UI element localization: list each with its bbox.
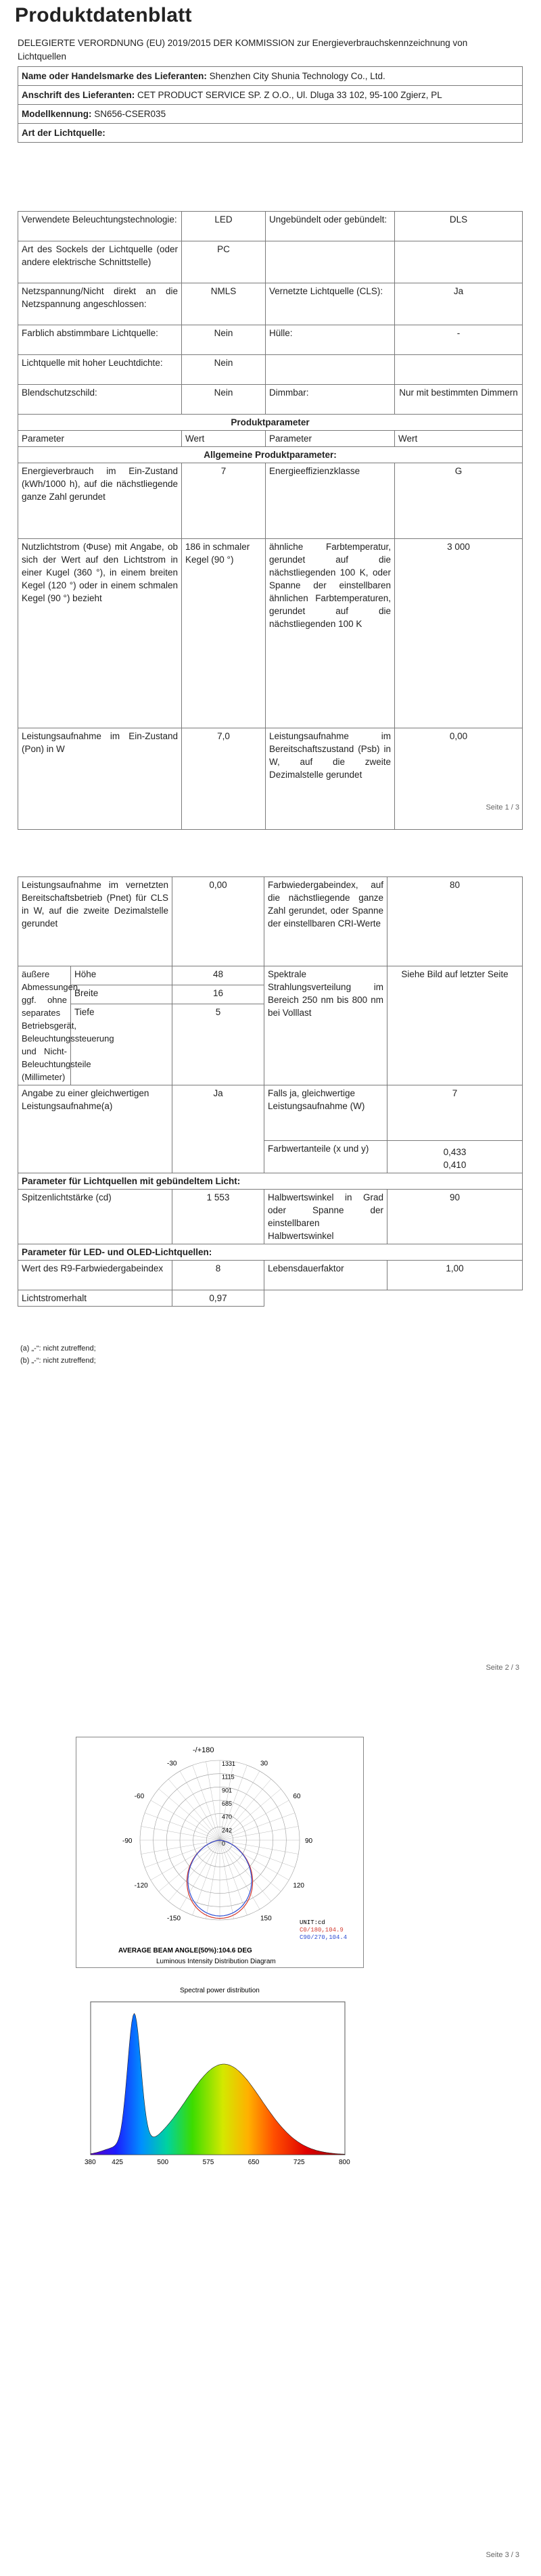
table-row: Breite 16 (18, 985, 523, 1004)
page-number: Seite 2 / 3 (486, 1664, 519, 1672)
page-3 (0, 1711, 541, 2576)
table-row: Wert des R9-Farbwiedergabeindex 8 Lebensdauerfaktor 1,00 (18, 1261, 523, 1290)
gebuendelt-header: Parameter für Lichtquellen mit gebündeltem Licht: (18, 1173, 523, 1190)
page-1 (0, 0, 541, 852)
grid-spoke (145, 1813, 220, 1840)
produktparameter-header: Produktparameter (18, 415, 523, 431)
spectrum-tick-label: 500 (157, 2159, 169, 2166)
address-row: Anschrift des Lieferanten: CET PRODUCT SERVICE SP. Z O.O., Ul. Dluga 33 102, 95-100 Zgierz, PL (18, 86, 523, 105)
spectrum-tick-label: 725 (293, 2159, 305, 2166)
footnote-b: (b) „-“: nicht zutreffend; (20, 1357, 96, 1365)
product-parameters-table (18, 211, 523, 830)
radial-value-label: 0 (222, 1840, 226, 1847)
table-row: Lichtquelle mit hoher Leuchtdichte: Nein (18, 355, 523, 385)
top-angle-label: -/+180 (193, 1746, 214, 1754)
table-row: Spitzenlichtstärke (cd) 1 553 Halbwertswinkel in Grad oder Spanne der einstellbaren Halbwertswinkel 90 (18, 1190, 523, 1244)
table-row: äußere Abmessungen, ggf. ohne separates Betriebsgerät, Beleuchtungssteuerung und Nicht-Beleuchtungsteile (Millimeter) Höhe 48 Spektrale Strahlungsverteilung im Bereich 250 nm bis 800 nm bei Volllast Siehe Bild auf letzter Seite (18, 966, 523, 985)
table-row (18, 1173, 523, 1190)
led-header: Parameter für LED- und OLED-Lichtquellen: (18, 1244, 523, 1261)
spectrum-svg (76, 1986, 364, 2182)
table-row: Art des Sockels der Lichtquelle (oder andere elektrische Schnittstelle) PC (18, 241, 523, 283)
spectrum-tick-label: 575 (202, 2159, 214, 2166)
legend-c0: C0/180,104.9 (300, 1927, 344, 1934)
angle-label-left: -120 (134, 1882, 148, 1890)
table-row: Angabe zu einer gleichwertigen Leistungsaufnahme(a) Ja Falls ja, gleichwertige Leistungsaufnahme (W) 7 (18, 1085, 523, 1141)
spectrum-ticks (85, 2159, 350, 2166)
table-row: Energieverbrauch im Ein-Zustand (kWh/1000 h), auf die nächstliegende ganze Zahl gerundet 7 Energieeffizienzklasse G (18, 463, 523, 539)
table-row (18, 415, 523, 431)
manufacturer-row: Name oder Handelsmarke des Lieferanten: Shenzhen City Shunia Technology Co., Ltd. (18, 67, 523, 86)
spectrum-title: Spectral power distribution (180, 1987, 260, 1994)
table-row: Parameter Wert Parameter Wert (18, 431, 523, 447)
supplier-table (18, 66, 523, 143)
equivalent-label: Angabe zu einer gleichwertigen Leistungsaufnahme(a) (18, 1085, 172, 1173)
radial-value-label: 901 (222, 1787, 233, 1794)
polar-diagram-svg (76, 1737, 364, 1969)
angle-label-right: 30 (260, 1760, 268, 1768)
page-number: Seite 1 / 3 (486, 803, 519, 812)
table-row: Verwendete Beleuchtungstechnologie: LED Ungebündelt oder gebündelt: DLS (18, 212, 523, 241)
luminous-intensity-diagram (76, 1737, 364, 1968)
radial-value-label: 470 (222, 1813, 233, 1821)
model-row: Modellkennung: SN656-CSER035 (18, 105, 523, 124)
radial-value-label: 242 (222, 1827, 233, 1834)
radial-value-label: 685 (222, 1800, 233, 1807)
spectral-distribution (76, 1986, 364, 2182)
polar-labels (122, 1760, 313, 1923)
diagram-caption: Luminous Intensity Distribution Diagram (156, 1958, 276, 1965)
angle-label-left: -90 (122, 1837, 133, 1845)
page-2 (0, 852, 541, 1711)
grid-spoke (193, 1840, 220, 1915)
page-number: Seite 3 / 3 (486, 2551, 519, 2559)
radial-value-label: 1115 (222, 1773, 235, 1781)
table-row: Blendschutzschild: Nein Dimmbar: Nur mit bestimmten Dimmern (18, 385, 523, 415)
table-row: Leistungsaufnahme im vernetzten Bereitschaftsbetrieb (Pnet) für CLS in W, auf die zweite Dezimalstelle gerundet 0,00 Farbwiedergabeindex, auf die nächstliegende ganze Zahl gerundet, oder Spanne der einstellbaren CRI-Werte 80 (18, 877, 523, 966)
regulation-subtitle: DELEGIERTE VERORDNUNG (EU) 2019/2015 DER KOMMISSION zur Energieverbrauchskennzeichnung von Lichtquellen (18, 38, 468, 62)
table-row: Farblich abstimmbare Lichtquelle: Nein Hülle: - (18, 325, 523, 355)
table-row: Tiefe 5 (18, 1004, 523, 1085)
average-beam-label: AVERAGE BEAM ANGLE(50%):104.6 DEG (118, 1947, 252, 1954)
angle-label-left: -150 (167, 1915, 181, 1923)
address-value: CET PRODUCT SERVICE SP. Z O.O., Ul. Dluga 33 102, 95-100 Zgierz, PL (137, 90, 442, 100)
table-row: Leistungsaufnahme im Ein-Zustand (Pon) in W 7,0 Leistungsaufnahme im Bereitschaftszustand (Psb) in W, auf die zweite Dezimalstelle gerundet 0,00 (18, 728, 523, 830)
legend-unit: UNIT:cd (300, 1919, 325, 1926)
angle-label-left: -30 (167, 1760, 177, 1768)
manufacturer-value: Shenzhen City Shunia Technology Co., Ltd. (209, 71, 385, 81)
spectrum-tick-label: 800 (339, 2159, 350, 2166)
table-row: Lichtstromerhalt 0,97 (18, 1290, 523, 1307)
radial-value-label: 1331 (222, 1760, 236, 1767)
angle-label-right: 120 (293, 1882, 305, 1890)
model-value: SN656-CSER035 (94, 109, 166, 119)
spectral-label: Spektrale Strahlungsverteilung im Bereich 250 nm bis 800 nm bei Volllast (264, 966, 387, 1085)
angle-label-left: -60 (134, 1793, 145, 1800)
document-title: Produktdatenblatt (15, 4, 192, 26)
table-row: Nutzlichtstrom (Φuse) mit Angabe, ob sich der Wert auf den Lichtstrom in einer Kugel (360 °), in einem breiten Kegel (120 °) oder in einem schmalen Kegel (90 °) bezieht 186 in schmaler Kegel (90 °) ähnliche Farbtemperatur, gerundet auf die nächstliegenden 100 K, oder Spanne der einstellbaren ähnlichen Farbtemperaturen, gerundet auf die nächstliegenden 100 K 3 000 (18, 539, 523, 728)
grid-spoke (220, 1840, 247, 1915)
grid-spoke (193, 1765, 220, 1840)
angle-label-right: 60 (293, 1793, 301, 1800)
table-row (18, 447, 523, 463)
dimensions-label: äußere Abmessungen, ggf. ohne separates Betriebsgerät, Beleuchtungssteuerung und Nicht-Beleuchtungsteile (Millimeter) (18, 966, 71, 1085)
footnote-a: (a) „-“: nicht zutreffend; (20, 1344, 96, 1353)
spectrum-tick-label: 425 (112, 2159, 123, 2166)
allgemeine-header: Allgemeine Produktparameter: (18, 447, 523, 463)
table-row: Netzspannung/Nicht direkt an die Netzspannung angeschlossen: NMLS Vernetzte Lichtquelle (CLS): Ja (18, 283, 523, 325)
angle-label-right: 150 (260, 1915, 272, 1923)
spectrum-tick-label: 380 (85, 2159, 96, 2166)
spectrum-tick-label: 650 (248, 2159, 260, 2166)
spectral-value: Siehe Bild auf letzter Seite (387, 966, 523, 1085)
legend-c90: C90/270,104.4 (300, 1934, 348, 1941)
type-row: Art der Lichtquelle: (18, 124, 523, 143)
table-row: Farbwertanteile (x und y) 0,433 0,410 (18, 1141, 523, 1173)
angle-label-right: 90 (305, 1837, 313, 1845)
table-row (18, 1244, 523, 1261)
product-parameters-table-continued (18, 876, 523, 1307)
